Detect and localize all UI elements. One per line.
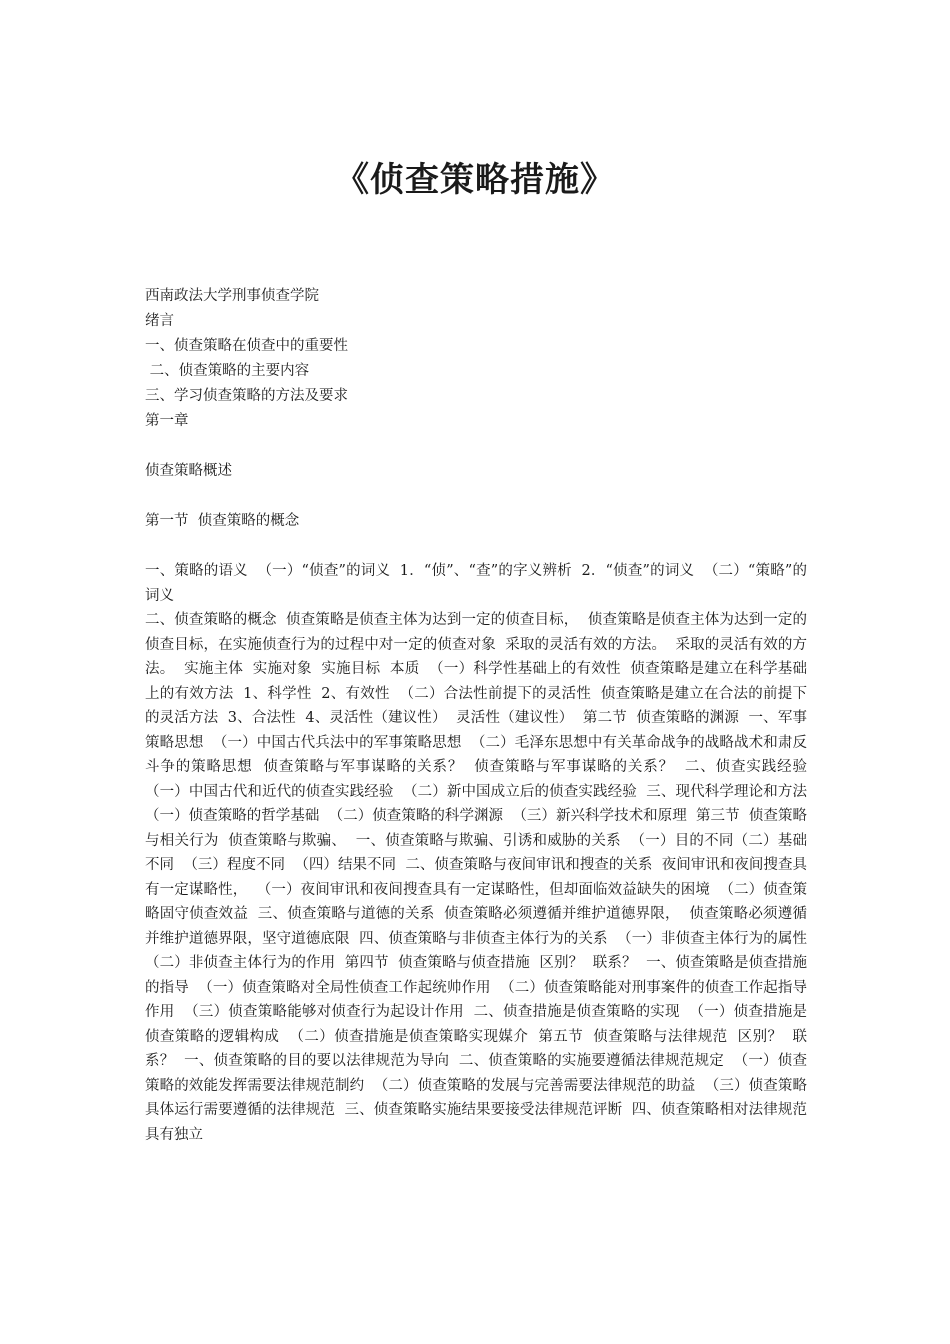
- blank-line: [145, 484, 807, 509]
- blank-line: [145, 534, 807, 559]
- chapter-title: 侦查策略概述: [145, 463, 232, 479]
- intro-item: 一、侦查策略在侦查中的重要性: [145, 338, 348, 354]
- body-paragraph: 二、侦查策略的概念 侦查策略是侦查主体为达到一定的侦查目标， 侦查策略是侦查主体为达到一定的侦查目标，在实施侦查行为的过程中对一定的侦查对象 采取的灵活有效的方法。 采取的灵活有效的方法。 实施主体 实施对象 实施目标 本质 （一）科学性基础上的有效性 侦查策略是建立在科学基础上的有效方法 1、科学性 2、有效性 （二）合法性前提下的灵活性 侦查策略是建立在合法的前提下的灵活方法 3、合法性 4、灵活性（建议性） 灵活性（建议性） 第二节 侦查策略的渊源 一、军事策略思想 （一）中国古代兵法中的军事策略思想 （二）毛泽东思想中有关革命战争的战略战术和肃反斗争的策略思想 侦查策略与军事谋略的关系？ 侦查策略与军事谋略的关系？ 二、侦查实践经验 （一）中国古代和近代的侦查实践经验 （二）新中国成立后的侦查实践经验 三、现代科学理论和方法 （一）侦查策略的哲学基础 （二）侦查策略的科学渊源 （三）新兴科学技术和原理 第三节 侦查策略与相关行为 侦查策略与欺骗、 一、侦查策略与欺骗、引诱和威胁的关系 （一）目的不同（二）基础不同 （三）程度不同 （四）结果不同 二、侦查策略与夜间审讯和搜查的关系 夜间审讯和夜间搜查具有一定谋略性， （一）夜间审讯和夜间搜查具有一定谋略性，但却面临效益缺失的困境 （二）侦查策略固守侦查效益 三、侦查策略与道德的关系 侦查策略必须遵循并维护道德界限， 侦查策略必须遵循并维护道德界限，坚守道德底限 四、侦查策略与非侦查主体行为的关系 （一）非侦查主体行为的属性 （二）非侦查主体行为的作用 第四节 侦查策略与侦查措施 区别？ 联系？ 一、侦查策略是侦查措施的指导 （一）侦查策略对全局性侦查工作起统帅作用 （二）侦查策略能对刑事案件的侦查工作起指导作用 （三）侦查策略能够对侦查行为起设计作用 二、侦查措施是侦查策略的实现 （一）侦查措施是侦查策略的逻辑构成 （二）侦查措施是侦查策略实现媒介 第五节 侦查策略与法律规范 区别？ 联系？ 一、侦查策略的目的要以法律规范为导向 二、侦查策略的实施要遵循法律规范规定 （一）侦查策略的效能发挥需要法律规范制约 （二）侦查策略的发展与完善需要法律规范的助益 （三）侦查策略具体运行需要遵循的法律规范 三、侦查策略实施结果要接受法律规范评断 四、侦查策略相对法律规范具有独立: [145, 612, 817, 1143]
- document-body: [145, 284, 817, 1147]
- chapter-label: 第一章: [145, 413, 189, 429]
- document-title: 《侦查策略措施》: [335, 160, 615, 200]
- institution-line: 西南政法大学刑事侦查学院: [145, 288, 319, 304]
- intro-heading: 绪言: [145, 313, 174, 329]
- intro-item: 三、学习侦查策略的方法及要求: [145, 388, 348, 404]
- body-paragraph: 一、策略的语义 （一）“侦查”的词义 1．“侦”、“查”的字义辨析 2．“侦查”的词义 （二）“策略”的词义: [145, 563, 807, 604]
- blank-line: [145, 434, 807, 459]
- intro-item: 二、侦查策略的主要内容: [145, 363, 310, 379]
- section-title: 第一节 侦查策略的概念: [145, 513, 300, 529]
